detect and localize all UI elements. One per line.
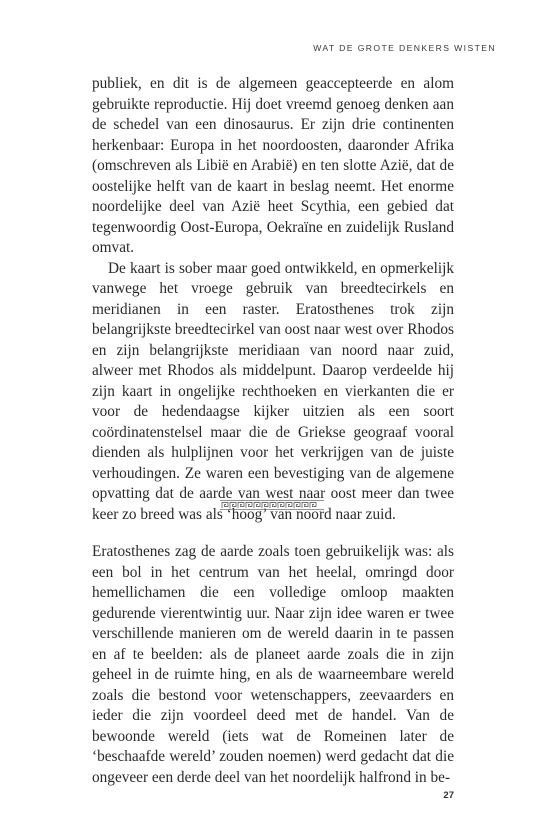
paragraph: publiek, en dit is de algemeen geaccepteerde en alom gebruikte reproductie. Hij doet vreemd genoeg denken aan de schedel van een dinosaurus. Er zijn drie continenten herkenbaar: Europa in het noordoosten, daaronder Afrika (omschreven als Libië en Arabië) en ten slotte Azië, dat de oostelijke helft van de kaart in beslag neemt. Het enorme noordelijke deel van Azië heet Scythia, een gebied dat tegenwoordig Oost-Europa, Oekraïne en zuidelijk Rusland omvat. — [92, 75, 454, 256]
page-number: 27 — [443, 790, 454, 801]
greek-key-ornament-icon — [220, 500, 324, 510]
text-block-bottom — [92, 542, 454, 788]
text-block-top — [92, 74, 454, 525]
paragraph: De kaart is sober maar goed ontwikkeld, en opmerkelijk vanwege het vroege gebruik van breedtecirkels en meridianen in een raster. Eratosthenes trok zijn belangrijkste breedtecirkel van oost naar west over Rhodos en zijn belangrijkste meridiaan van noord naar zuid, alweer met Rhodos als middelpunt. Daarop verdeelde hij zijn kaart in ongelijke rechthoeken en vierkanten die er voor de hedendaagse kijker uitzien als een soort coördinatenstelsel maar die de Griekse geograaf vooral dienden als hulplijnen voor het verkrijgen van de juiste verhoudingen. Ze waren een bevestiging van de algemene opvatting dat de aarde van west naar oost meer dan twee keer zo breed was als ‘hoog’ van noord naar zuid. — [92, 259, 454, 523]
running-header: WAT DE GROTE DENKERS WISTEN — [313, 43, 496, 53]
paragraph: Eratosthenes zag de aarde zoals toen gebruikelijk was: als een bol in het centrum van het heelal, omringd door hemellichamen die een volledige omloop maakten gedurende vierentwintig uur. Naar zijn idee waren er twee verschillende manieren om de wereld daarin in te passen en af te beelden: als de planeet aarde zoals die in zijn geheel in de ruimte hing, en als de waarneembare wereld zoals die bestond voor wetenschappers, zeevaarders en ieder die zijn voordeel deed met de handel. Van de bewoonde wereld (iets wat de Romeinen later de ‘beschaafde wereld’ zouden noemen) werd gedacht dat die ongeveer een derde deel van het noordelijk halfrond in be- — [92, 543, 454, 786]
